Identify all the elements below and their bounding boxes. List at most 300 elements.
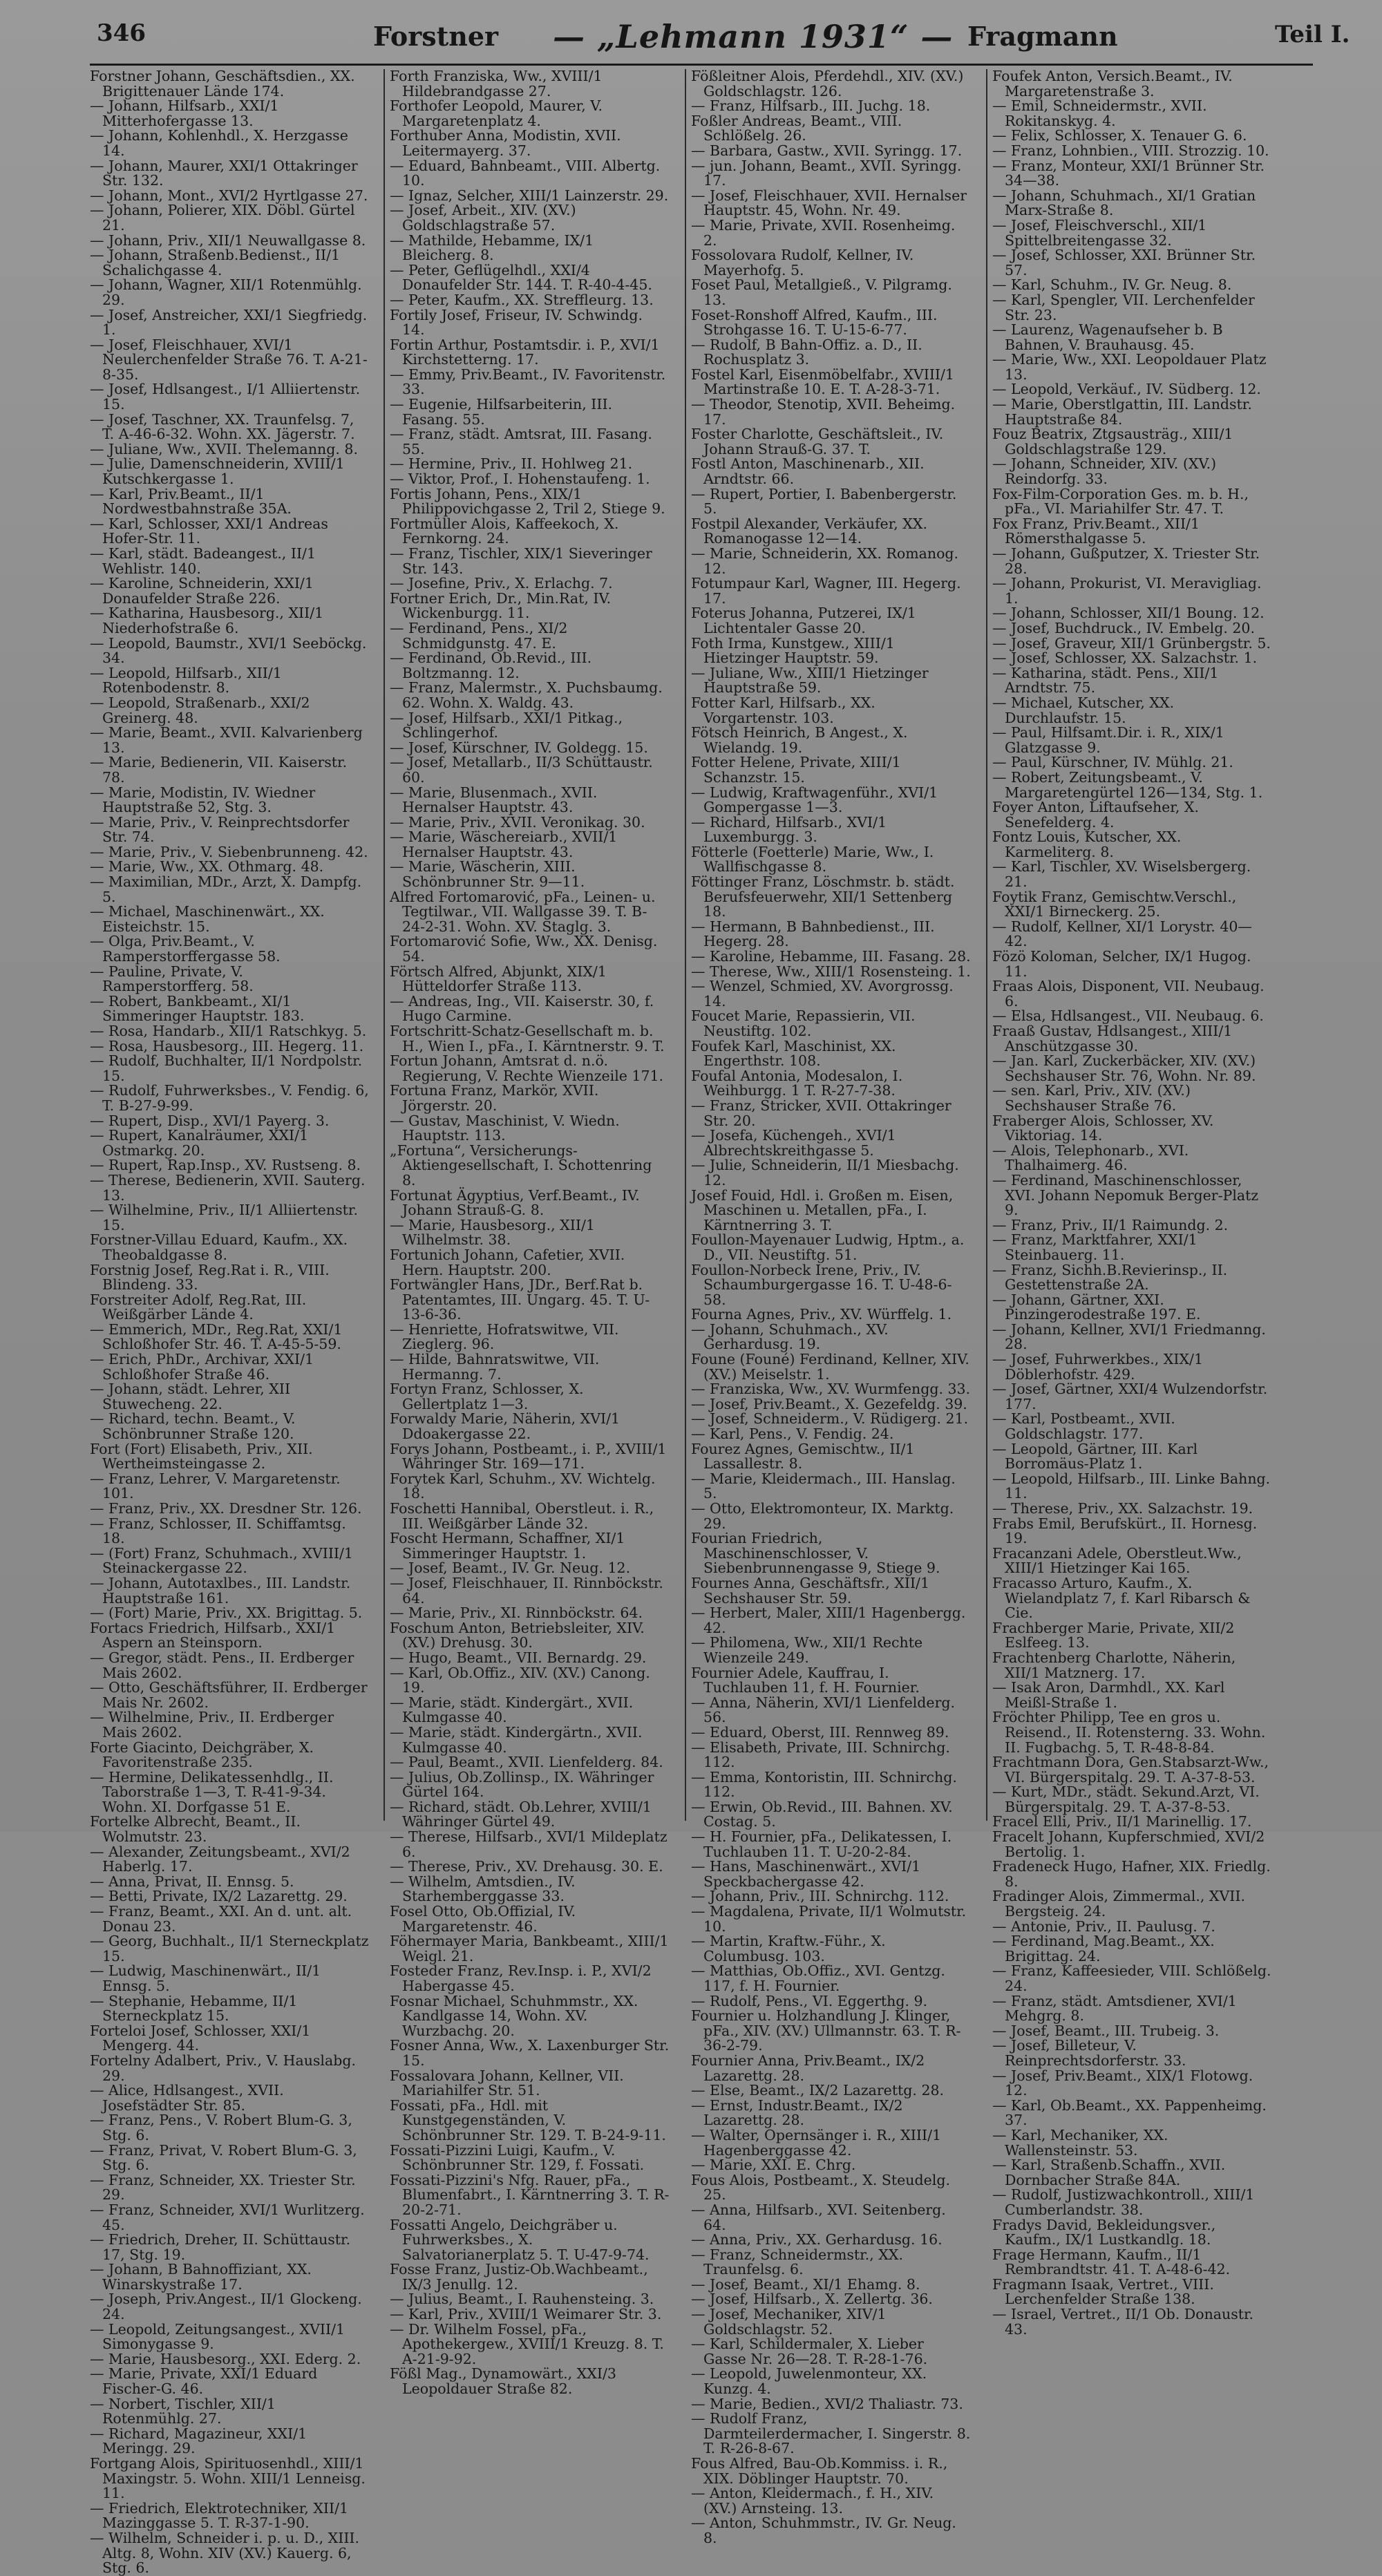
directory-entry: — Rudolf, Fuhrwerksbes., V. Fendig. 6, T. B-27-9-99. (90, 1082, 369, 1114)
directory-entry: — Karoline, Schneiderin, XXI/1 Donaufelder Straße 226. (90, 575, 314, 607)
directory-entry: — Franz, Stricker, XVII. Ottakringer Str. 20. (691, 1097, 952, 1129)
directory-entry: — Franz, Schneider, XX. Triester Str. 29. (90, 2171, 356, 2204)
directory-entry: Foßler Andreas, Beamt., VIII. Schlößelg. 26. (691, 112, 902, 144)
directory-entry: Fossati-Pizzini Luigi, Kaufm., V. Schönbrunner Str. 129, f. Fossati. (390, 2141, 645, 2174)
directory-entry: Fossati, pFa., Hdl. mit Kunstgegenständen, V. Schönbrunner Str. 129. T. B-24-9-11. (390, 2096, 666, 2143)
directory-entry: — Franz, Malermstr., X. Puchsbaumg. 62. Wohn. X. Waldg. 43. (390, 679, 663, 711)
directory-entry: — Josef, Fleischhauer, XVII. Hernalser Hauptstr. 45, Wohn. Nr. 49. (691, 187, 967, 219)
directory-entry: — (Fort) Marie, Priv., XX. Brigittag. 5. (90, 1604, 363, 1622)
directory-entry: Fracel Elli, Priv., II/1 Marinellig. 17. (992, 1813, 1252, 1830)
directory-entry: Fracanzani Adele, Oberstleut.Ww., XIII/1 Hietzinger Kai 165. (992, 1544, 1242, 1577)
directory-entry: — Josefine, Priv., X. Erlachg. 7. (390, 575, 613, 592)
directory-entry: — Josef, Mechaniker, XIV/1 Goldschlagstr. 52. (691, 2306, 887, 2338)
directory-entry: Fostpil Alexander, Verkäufer, XX. Romanogasse 12—14. (691, 515, 927, 547)
directory-entry: Fourna Agnes, Priv., XV. Würffelg. 1. (691, 1306, 952, 1323)
directory-entry: — Marie, Private, XVII. Rosenheimg. 2. (691, 216, 956, 249)
directory-entry: — Karl, Mechaniker, XX. Wallensteinstr. 53. (992, 2126, 1168, 2159)
directory-entry: — Johann, städt. Lehrer, XII Stuwecheng. 22. (90, 1381, 291, 1412)
directory-entry: Foterus Johanna, Putzerei, IX/1 Lichtentaler Gasse 20. (691, 605, 916, 636)
page-number: 346 (97, 19, 146, 47)
directory-entry: — Therese, Priv., XV. Drehausg. 30. E. (390, 1858, 663, 1875)
directory-entry: — Leopold, Gärtner, III. Karl Borromäus-Platz 1. (992, 1440, 1198, 1472)
column-4 (992, 68, 1272, 2338)
directory-entry: — Emil, Schneidermstr., XVII. Rokitanskyg. 4. (992, 97, 1207, 129)
directory-entry: — Robert, Zeitungsbeamt., V. Margaretengürtel 126—134, Stg. 1. (992, 768, 1263, 801)
directory-entry: Fosse Franz, Justiz-Ob.Wachbeamt., IX/3 Jenullg. 12. (390, 2261, 648, 2293)
directory-entry: Forteloi Josef, Schlosser, XXI/1 Mengerg. 44. (90, 2022, 311, 2054)
directory-entry: — Marie, Oberstlgattin, III. Landstr. Hauptstraße 84. (992, 396, 1252, 428)
directory-entry: — Dr. Wilhelm Fossel, pFa., Apothekergew., XVIII/1 Kreuzg. 8. T. A-21-9-92. (390, 2320, 664, 2367)
directory-entry: — Norbert, Tischler, XII/1 Rotenmühlg. 27. (90, 2395, 276, 2427)
directory-entry: — Franz, Schneidermstr., XX. Traunfelsg. 6. (691, 2246, 903, 2278)
directory-entry: Fossolovara Rudolf, Kellner, IV. Mayerhofg. 5. (691, 247, 914, 278)
directory-entry: — Anna, Privat, II. Ennsg. 5. (90, 1873, 294, 1890)
directory-entry: — Johann, Schneider, XIV. (XV.) Reindorfg. 33. (992, 455, 1217, 488)
directory-entry: — Josef, Hilfsarb., X. Zellertg. 36. (691, 2291, 933, 2308)
directory-entry: Forys Johann, Postbeamt., i. P., XVIII/1 Währinger Str. 169—171. (390, 1440, 667, 1472)
part-label: Teil I. (1275, 21, 1350, 48)
directory-entry: Fortgang Alois, Spirituosenhdl., XIII/1 Maxingstr. 5. Wohn. XIII/1 Lenneisg. 11. (90, 2455, 366, 2502)
directory-entry: Föhermayer Maria, Bankbeamt., XIII/1 Weigl. 21. (390, 1933, 669, 1964)
directory-entry: „Fortuna“, Versicherungs-Aktiengesellschaft, I. Schottenring 8. (390, 1142, 652, 1188)
directory-entry: Fox-Film-Corporation Ges. m. b. H., pFa., VI. Mariahilfer Str. 47. T. (992, 485, 1249, 518)
directory-entry: — Marie, Hausbesorg., XII/1 Wilhelmstr. 38. (390, 1216, 595, 1249)
directory-entry: — Johann, Kohlenhdl., X. Herzgasse 14. (90, 127, 348, 159)
directory-entry: — Marie, Wäschereiarb., XVII/1 Hernalser Hauptstr. 43. (390, 828, 618, 860)
directory-entry: Fossatti Angelo, Deichgräber u. Fuhrwerksbes., X. Salvatorianerplatz 5. T. U-47-9-74. (390, 2216, 650, 2263)
directory-entry: Fourez Agnes, Gemischtw., II/1 Lassallestr. 8. (691, 1440, 915, 1472)
directory-entry: Fourian Friedrich, Maschinenschlosser, V. Siebenbrunnengasse 9, Stiege 9. (691, 1530, 940, 1577)
directory-entry: — Peter, Geflügelhdl., XXI/4 Donaufelder Str. 144. T. R-40-4-45. (390, 261, 652, 294)
directory-entry: — Rupert, Kanalräumer, XXI/1 Ostmarkg. 20. (90, 1127, 309, 1159)
directory-entry: — Elisabeth, Private, III. Schnirchg. 112. (691, 1739, 950, 1771)
directory-entry: — Wilhelm, Schneider i. p. u. D., XIII. Altg. 8, Wohn. XIV (XV.) Kauerg. 6, Stg. 6. (90, 2529, 360, 2576)
directory-entry: — Johann, Schuhmach., XI/1 Gratian Marx-Straße 8. (992, 187, 1256, 219)
directory-entry: Forstner-Villau Eduard, Kaufm., XX. Theobaldgasse 8. (90, 1231, 348, 1263)
directory-entry: — Johann, Mont., XVI/2 Hyrtlgasse 27. (90, 187, 368, 204)
directory-entry: Fotter Helene, Private, XIII/1 Schanzstr. 15. (691, 754, 901, 786)
directory-entry: — Leopold, Hilfsarb., XII/1 Rotenbodenstr. 8. (90, 664, 282, 697)
directory-entry: — Michael, Maschinenwärt., XX. Eisteichstr. 15. (90, 903, 325, 935)
directory-entry: Fous Alfred, Bau-Ob.Kommiss. i. R., XIX. Döblinger Hauptstr. 70. (691, 2455, 948, 2487)
directory-entry: Fortun Johann, Amtsrat d. n.ö. Regierung, V. Rechte Wienzeile 171. (390, 1052, 664, 1084)
directory-entry: — Marie, Beamt., XVII. Kalvarienberg 13. (90, 724, 363, 756)
directory-entry: — Paul, Beamt., XVII. Lienfelderg. 84. (390, 1754, 663, 1771)
directory-entry: — Franz, Priv., XX. Dresdner Str. 126. (90, 1500, 362, 1517)
directory-entry: Fraas Alois, Disponent, VII. Neubaug. 6. (992, 978, 1265, 1010)
directory-entry: — Josef, Kürschner, IV. Goldegg. 15. (390, 739, 648, 756)
directory-entry: — Johann, Schuhmach., XV. Gerhardusg. 19. (691, 1320, 889, 1353)
directory-entry: — Hilde, Bahnratswitwe, VII. Hermanng. 7. (390, 1351, 600, 1383)
directory-entry: Fortyn Franz, Schlosser, X. Gellertplatz 1—3. (390, 1381, 584, 1412)
directory-entry: — Erich, PhDr., Archivar, XXI/1 Schloßhofer Straße 46. (90, 1351, 314, 1383)
directory-entry: — Wilhelm, Amtsdien., IV. Starhemberggasse 33. (390, 1873, 576, 1905)
directory-entry: Fortelny Adalbert, Priv., V. Hauslabg. 29. (90, 2052, 356, 2084)
directory-entry: Fournier Anna, Priv.Beamt., IX/2 Lazarettg. 28. (691, 2052, 925, 2084)
directory-entry: Forstnig Josef, Reg.Rat i. R., VIII. Blindeng. 33. (90, 1261, 330, 1294)
directory-entry: Fossalovara Johann, Kellner, VII. Mariahilfer Str. 51. (390, 2067, 624, 2099)
directory-entry: Frage Hermann, Kaufm., II/1 Rembrandtstr. 41. T. A-48-6-42. (992, 2246, 1231, 2278)
directory-entry: Föttinger Franz, Löschmstr. b. städt. Berufsfeuerwehr, XII/1 Settenberg 18. (691, 873, 955, 920)
directory-entry: Forth Franziska, Ww., XVIII/1 Hildebrandgasse 27. (390, 68, 603, 100)
directory-entry: Fragmann Isaak, Vertret., VIII. Lerchenfelder Straße 138. (992, 2275, 1214, 2308)
directory-entry: Fözö Koloman, Selcher, IX/1 Hugog. 11. (992, 948, 1251, 980)
directory-entry: Fortin Arthur, Postamtsdir. i. P., XVI/1 Kirchstetterng. 17. (390, 336, 660, 368)
directory-entry: Josef Fouid, Hdl. i. Großen m. Eisen, Maschinen u. Metallen, pFa., I. Kärntnerring 3. T. (691, 1186, 954, 1233)
directory-entry: Fortomarović Sofie, Ww., XX. Denisg. 54. (390, 933, 658, 965)
directory-entry: — Leopold, Hilfsarb., III. Linke Bahng. 11. (992, 1470, 1271, 1502)
directory-entry: — Marie, Wäscherin, XIII. Schönbrunner Str. 9—11. (390, 858, 585, 891)
directory-entry: Fötterle (Foetterle) Marie, Ww., I. Wallfischgasse 8. (691, 843, 934, 875)
directory-entry: Fortily Josef, Friseur, IV. Schwindg. 14. (390, 306, 643, 339)
directory-entry: — Karl, Ob.Beamt., XX. Pappenheimg. 37. (992, 2096, 1267, 2129)
directory-entry: — Johann, Polierer, XIX. Döbl. Gürtel 21. (90, 202, 355, 234)
directory-entry: — Pauline, Private, V. Ramperstorfferg. 58. (90, 963, 254, 995)
directory-entry: — sen. Karl, Priv., XIV. (XV.) Sechshauser Straße 76. (992, 1082, 1191, 1114)
directory-entry: — Gustav, Maschinist, V. Wiedn. Hauptstr. 113. (390, 1112, 620, 1144)
directory-entry: — Julius, Beamt., I. Rauhensteing. 3. (390, 2291, 654, 2308)
directory-entry: Fournier u. Holzhandlung J. Klinger, pFa., XIV. (XV.) Ullmannstr. 63. T. R-36-2-79. (691, 2007, 961, 2054)
directory-entry: Förtsch Alfred, Abjunkt, XIX/1 Hütteldorfer Straße 113. (390, 963, 607, 995)
directory-entry: — H. Fournier, pFa., Delikatessen, I. Tuchlauben 11. T. U-20-2-84. (691, 1828, 952, 1860)
header-rule (90, 64, 1313, 66)
directory-entry: Fraaß Gustav, Hdlsangest., XIII/1 Anschützgasse 30. (992, 1023, 1233, 1054)
directory-entry: Fosner Anna, Ww., X. Laxenburger Str. 15. (390, 2037, 670, 2069)
directory-entry: — Leopold, Juwelenmonteur, XX. Kunzg. 4. (691, 2365, 927, 2398)
directory-entry: Fracasso Arturo, Kaufm., X. Wielandplatz 7, f. Karl Ribarsch & Cie. (992, 1574, 1251, 1622)
directory-entry: — Josef, Fleischhauer, XVI/1 Neulerchenfelder Straße 76. T. A-21-8-35. (90, 336, 368, 383)
directory-entry: — Ludwig, Maschinenwärt., II/1 Ennsg. 5. (90, 1962, 321, 1994)
directory-entry: — Richard, techn. Beamt., V. Schönbrunner Straße 120. (90, 1410, 296, 1443)
directory-entry: — Therese, Bedienerin, XVII. Sauterg. 13. (90, 1171, 366, 1204)
directory-entry: Frachberger Marie, Private, XII/2 Eslfeeg. 13. (992, 1619, 1235, 1651)
directory-entry: — Franz, Privat, V. Robert Blum-G. 3, Stg. 6. (90, 2141, 357, 2174)
directory-entry: — Franz, Pens., V. Robert Blum-G. 3, Stg. 6. (90, 2112, 352, 2143)
directory-entry: — Marie, Priv., V. Siebenbrunneng. 42. (90, 843, 368, 860)
directory-entry: — Franziska, Ww., XV. Wurmfengg. 33. (691, 1381, 971, 1398)
directory-entry: — Michael, Kutscher, XX. Durchlaufstr. 15. (992, 694, 1175, 726)
directory-entry: — Franz, Priv., II/1 Raimundg. 2. (992, 1216, 1229, 1233)
directory-entry: — Johann, Wagner, XII/1 Rotenmühlg. 29. (90, 276, 362, 308)
directory-entry: — Leopold, Baumstr., XVI/1 Seeböckg. 34. (90, 634, 367, 667)
directory-entry: — Karl, Schuhm., IV. Gr. Neug. 8. (992, 276, 1232, 294)
directory-entry: — Erwin, Ob.Revid., III. Bahnen. XV. Costag. 5. (691, 1798, 953, 1830)
directory-entry: — Julie, Schneiderin, II/1 Miesbachg. 12. (691, 1157, 959, 1188)
directory-entry: Foschetti Hannibal, Oberstleut. i. R., III. Weißgärber Lände 32. (390, 1500, 654, 1532)
directory-entry: — Josef, Fleischverschl., XII/1 Spittelbreitengasse 32. (992, 216, 1207, 249)
directory-entry: — Julius, Ob.Zollinsp., IX. Währinger Gürtel 164. (390, 1768, 654, 1801)
directory-entry: — Therese, Ww., XIII/1 Rosensteing. 1. (691, 963, 971, 980)
directory-entry: — Josef, Anstreicher, XXI/1 Siegfriedg. 1. (90, 306, 368, 339)
directory-entry: Fößleitner Alois, Pferdehdl., XIV. (XV.) Goldschlagstr. 126. (691, 68, 964, 100)
directory-entry: — Josef, Fuhrwerkbes., XIX/1 Döblerhofstr. 429. (992, 1351, 1204, 1383)
directory-entry: Fotumpaur Karl, Wagner, III. Hegerg. 17. (691, 575, 961, 607)
directory-entry: — Israel, Vertret., II/1 Ob. Donaustr. 43. (992, 2306, 1254, 2338)
directory-entry: — Otto, Elektromonteur, IX. Marktg. 29. (691, 1500, 954, 1532)
directory-entry: — Johann, Kellner, XVI/1 Friedmanng. 28. (992, 1320, 1266, 1353)
directory-entry: Fournes Anna, Geschäftsfr., XII/1 Sechshauser Str. 59. (691, 1574, 929, 1607)
directory-entry: Frachtmann Dora, Gen.Stabsarzt-Ww., VI. Bürgerspitalg. 29. T. A-37-8-53. (992, 1754, 1269, 1786)
directory-entry: — Emmy, Priv.Beamt., IV. Favoritenstr. 33. (390, 366, 666, 398)
directory-entry: — Karl, Straßenb.Schaffn., XVII. Dornbacher Straße 84A. (992, 2157, 1226, 2188)
directory-entry: — Martin, Kraftw.-Führ., X. Columbusg. 103. (691, 1933, 886, 1964)
directory-entry: — Ferdinand, Pens., XI/2 Schmidgunstg. 47. E. (390, 619, 568, 652)
directory-entry: — Karl, städt. Badeangest., II/1 Wehlistr. 140. (90, 545, 316, 577)
directory-entry: — Rupert, Portier, I. Babenbergerstr. 5. (691, 485, 957, 518)
left-catchword: Forstner (373, 21, 499, 52)
directory-entry: — Josef, Beamt., III. Trubeig. 3. (992, 2022, 1220, 2039)
directory-entry: — Franz, Kaffeesieder, VIII. Schlößelg. 24. (992, 1962, 1271, 1994)
directory-entry: — Magdalena, Private, II/1 Wolmutstr. 10. (691, 1903, 967, 1935)
directory-entry: Fosel Otto, Ob.Offizial, IV. Margaretenstr. 46. (390, 1903, 576, 1935)
directory-entry: — Josef, Fleischhauer, II. Rinnböckstr. 64. (390, 1574, 663, 1607)
directory-entry: — Julie, Damenschneiderin, XVIII/1 Kutschkergasse 1. (90, 455, 345, 488)
directory-entry: — Franz, Beamt., XXI. An d. unt. alt. Donau 23. (90, 1903, 352, 1935)
directory-entry: — Karl, Priv., XVIII/1 Weimarer Str. 3. (390, 2306, 662, 2323)
directory-entry: — Franz, Lohnbien., VIII. Strozzig. 10. (992, 142, 1269, 159)
directory-entry: Fournier Adele, Kauffrau, I. Tuchlauben 11, f. H. Fournier. (691, 1664, 920, 1696)
directory-entry: Fraberger Alois, Schlosser, XV. Viktoriag. 14. (992, 1112, 1214, 1144)
directory-entry: — Marie, Private, XXI/1 Eduard Fischer-G. 46. (90, 2365, 318, 2398)
directory-entry: — Kurt, MDr., städt. Sekund.Arzt, VI. Bürgerspitalg. 29. T. A-37-8-53. (992, 1783, 1260, 1815)
directory-entry: — Wenzel, Schmied, XV. Avorgrossg. 14. (691, 978, 954, 1010)
directory-entry: — Johann, B Bahnoffiziant, XX. Winarskystraße 17. (90, 2261, 312, 2293)
directory-entry: — Josef, Priv.Beamt., X. Gezefeldg. 39. (691, 1395, 967, 1412)
directory-entry: Forte Giacinto, Deichgräber, X. Favoritenstraße 235. (90, 1739, 314, 1771)
directory-entry: — Franz, Marktfahrer, XXI/1 Steinbauerg. 11. (992, 1231, 1198, 1263)
directory-entry: — Wilhelmine, Priv., II. Erdberger Mais 2602. (90, 1709, 334, 1741)
directory-entry: — Ignaz, Selcher, XIII/1 Lainzerstr. 29. (390, 187, 669, 204)
directory-entry: — Marie, Blusenmach., XVII. Hernalser Hauptstr. 43. (390, 784, 598, 816)
column-2 (390, 68, 670, 2398)
directory-entry: Foster Charlotte, Geschäftsleit., IV. Johann Strauß-G. 37. T. (691, 426, 944, 457)
directory-entry: — Ferdinand, Mag.Beamt., XX. Brigittag. 24. (992, 1933, 1215, 1964)
directory-entry: — Anton, Kleidermach., f. H., XIV. (XV.) Arnsteing. 13. (691, 2485, 934, 2517)
directory-entry: — Rudolf, B Bahn-Offiz. a. D., II. Rochusplatz 3. (691, 336, 922, 368)
directory-entry: Foset-Ronshoff Alfred, Kaufm., III. Strohgasse 16. T. U-15-6-77. (691, 306, 938, 339)
column-divider (986, 69, 987, 1821)
directory-entry: — Otto, Geschäftsführer, II. Erdberger Mais Nr. 2602. (90, 1679, 368, 1711)
directory-entry: — Rudolf, Buchhalter, II/1 Nordpolstr. 15. (90, 1052, 363, 1084)
directory-entry: — Maximilian, MDr., Arzt, X. Dampfg. 5. (90, 873, 362, 905)
column-divider (685, 69, 686, 1821)
directory-entry: — Josef, Schlosser, XX. Salzachstr. 1. (992, 650, 1258, 667)
directory-entry: — Viktor, Prof., I. Hohenstaufeng. 1. (390, 471, 650, 488)
directory-entry: Fortschritt-Schatz-Gesellschaft m. b. H., Wien I., pFa., I. Kärntnerstr. 9. T. (390, 1023, 665, 1054)
directory-entry: Forthofer Leopold, Maurer, V. Margaretenplatz 4. (390, 97, 603, 129)
directory-entry: — Hermine, Priv., II. Hohlweg 21. (390, 455, 633, 473)
directory-entry: — Joseph, Priv.Angest., II/1 Glockeng. 24. (90, 2291, 362, 2323)
directory-entry: Fortuna Franz, Markör, XVII. Jörgerstr. 20. (390, 1082, 599, 1114)
directory-entry: — Marie, Ww., XXI. Leopoldauer Platz 13. (992, 351, 1267, 383)
directory-entry: — Herbert, Maler, XIII/1 Hagenbergg. 42. (691, 1604, 966, 1636)
directory-entry: — Katharina, städt. Pens., XII/1 Arndtstr. 75. (992, 664, 1219, 697)
directory-entry: — Emma, Kontoristin, III. Schnirchg. 112. (691, 1768, 957, 1801)
directory-entry: — Rudolf, Kellner, XI/1 Lorystr. 40—42. (992, 918, 1252, 950)
directory-entry: — Walter, Opernsänger i. R., XIII/1 Hagenberggasse 42. (691, 2126, 942, 2159)
directory-entry: — Ernst, Industr.Beamt., IX/2 Lazarettg. 28. (691, 2096, 903, 2129)
directory-entry: — Paul, Kürschner, IV. Mühlg. 21. (992, 754, 1233, 771)
directory-entry: — Anna, Näherin, XVI/1 Lienfelderg. 56. (691, 1694, 956, 1726)
directory-entry: — Johann, Gärtner, XXI. Pinzingerodestraße 197. E. (992, 1291, 1201, 1323)
directory-entry: — Richard, städt. Ob.Lehrer, XVIII/1 Währinger Gürtel 49. (390, 1798, 652, 1830)
directory-entry: — (Fort) Franz, Schuhmach., XVIII/1 Steinackergasse 22. (90, 1544, 353, 1577)
directory-entry: — Else, Beamt., IX/2 Lazarettg. 28. (691, 2082, 945, 2099)
directory-entry: Foune (Founé) Ferdinand, Kellner, XIV. (XV.) Meiselstr. 1. (691, 1351, 969, 1383)
directory-entry: — Josefa, Küchengeh., XVI/1 Albrechtskreithgasse 5. (691, 1127, 896, 1159)
directory-entry: — Karl, Spengler, VII. Lerchenfelder Str. 23. (992, 291, 1255, 323)
directory-entry: — Andreas, Ing., VII. Kaiserstr. 30, f. Hugo Carmine. (390, 992, 654, 1025)
directory-entry: — Johann, Gußputzer, X. Triester Str. 28. (992, 545, 1260, 577)
directory-entry: — Josef, Priv.Beamt., XIX/1 Flotowg. 12. (992, 2067, 1253, 2099)
directory-entry: Forstner Johann, Geschäftsdien., XX. Brigittenauer Lände 174. (90, 68, 355, 100)
directory-entry: Fous Alois, Postbeamt., X. Steudelg. 25. (691, 2171, 950, 2204)
directory-entry: — Marie, XXI. E. Chrg. (691, 2157, 856, 2174)
directory-entry: — Marie, Priv., V. Reinprechtsdorfer Str. 74. (90, 813, 350, 846)
directory-entry: Foullon-Mayenauer Ludwig, Hptm., a. D., VII. Neustiftg. 51. (691, 1231, 965, 1263)
directory-entry: — Leopold, Zeitungsangest., XVII/1 Simonygasse 9. (90, 2320, 346, 2353)
directory-entry: — Alice, Hdlsangest., XVII. Josefstädter Str. 85. (90, 2082, 284, 2114)
directory-entry: — Eduard, Bahnbeamt., VIII. Albertg. 10. (390, 157, 661, 189)
directory-entry: Foyer Anton, Liftaufseher, X. Senefelderg. 4. (992, 799, 1199, 831)
running-title: — „Lehmann 1931“ — (553, 18, 954, 55)
directory-entry: — Stephanie, Hebamme, II/1 Sterneckplatz 15. (90, 1992, 298, 2025)
directory-entry: — Johann, Maurer, XXI/1 Ottakringer Str. 132. (90, 157, 358, 189)
directory-entry: — Georg, Buchhalt., II/1 Sterneckplatz 15. (90, 1933, 369, 1964)
directory-entry: Fortis Johann, Pens., XIX/1 Philippovichgasse 2, Tril 2, Stiege 9. (390, 485, 665, 518)
directory-entry: — Leopold, Straßenarb., XXI/2 Greinerg. 48. (90, 694, 310, 726)
directory-entry: Foufek Karl, Maschinist, XX. Engerthstr. 108. (691, 1037, 896, 1070)
directory-entry: — Ferdinand, Ob.Revid., III. Boltzmanng. 12. (390, 650, 592, 681)
directory-entry: — Jan. Karl, Zuckerbäcker, XIV. (XV.) Sechshauser Str. 76, Wohn. Nr. 89. (992, 1052, 1256, 1084)
directory-entry: — Rudolf, Pens., VI. Eggerthg. 9. (691, 1992, 928, 2009)
directory-entry: — Franz, Hilfsarb., III. Juchg. 18. (691, 97, 931, 115)
directory-entry: — Josef, Metallarb., II/3 Schüttaustr. 60. (390, 754, 653, 786)
directory-entry: Forwaldy Marie, Näherin, XVI/1 Ddoakergasse 22. (390, 1410, 621, 1443)
directory-entry: Fotter Karl, Hilfsarb., XX. Vorgartenstr. 103. (691, 694, 875, 726)
directory-entry: — Johann, Prokurist, VI. Meravigliag. 1. (992, 575, 1262, 607)
directory-entry: Foytik Franz, Gemischtw.Verschl., XXI/1 Birneckerg. 25. (992, 888, 1237, 920)
directory-entry: Alfred Fortomarović, pFa., Leinen- u. Tegtilwar., VII. Wallgasse 39. T. B-24-2-31. Wohn. XV. Staglg. 3. (390, 888, 656, 935)
directory-entry: — Johann, Schlosser, XII/1 Boung. 12. (992, 605, 1265, 622)
directory-entry: — Juliane, Ww., XIII/1 Hietzinger Hauptstraße 59. (691, 664, 929, 697)
directory-entry: — Josef, Beamt., IV. Gr. Neug. 12. (390, 1560, 631, 1577)
directory-entry: — Rosa, Handarb., XII/1 Ratschkyg. 5. (90, 1023, 367, 1039)
directory-entry: — Josef, Hdlsangest., I/1 Alliiertenstr. 15. (90, 381, 361, 413)
directory-entry: Fortunich Johann, Cafetier, XVII. Hern. Hauptstr. 200. (390, 1246, 625, 1278)
directory-entry: — Rupert, Rap.Insp., XV. Rustseng. 8. (90, 1157, 361, 1174)
directory-entry: — Rudolf Franz, Darmteilerdermacher, I. Singerstr. 8. T. R-26-8-67. (691, 2410, 971, 2457)
directory-entry: — Josef, Buchdruck., IV. Embelg. 20. (992, 619, 1255, 636)
directory-entry: — Karl, Ob.Offiz., XIV. (XV.) Canong. 19. (390, 1664, 650, 1696)
directory-entry: — Hermine, Delikatessenhdlg., II. Taborstraße 1—3, T. R-41-9-34. Wohn. XI. Dorfgasse 51 E. (90, 1768, 334, 1815)
directory-entry: — Josef, Schlosser, XXI. Brünner Str. 57. (992, 247, 1256, 278)
directory-entry: — Therese, Hilfsarb., XVI/1 Mildeplatz 6. (390, 1828, 668, 1860)
directory-entry: — Josef, Billeteur, V. Reinprechtsdorferstr. 33. (992, 2037, 1186, 2069)
directory-entry: Fort (Fort) Elisabeth, Priv., XII. Wertheimsteingasse 2. (90, 1440, 313, 1472)
directory-entry: — Anton, Schuhmmstr., IV. Gr. Neug. 8. (691, 2515, 956, 2546)
directory-entry: — Friedrich, Elektrotechniker, XII/1 Mazinggasse 5. T. R-37-1-90. (90, 2499, 349, 2532)
directory-entry: Fostel Karl, Eisenmöbelfabr., XVIII/1 Martinstraße 10. E. T. A-28-3-71. (691, 366, 954, 398)
column-3 (691, 68, 971, 2546)
directory-entry: — Johann, Hilfsarb., XXI/1 Mitterhofergasse 13. (90, 97, 279, 129)
directory-entry: — Josef, Graveur, XII/1 Grünbergstr. 5. (992, 634, 1271, 652)
directory-entry: — Alois, Telephonarb., XVI. Thalhaimerg. 46. (992, 1142, 1189, 1174)
directory-entry: Fradys David, Bekleidungsver., Kaufm., IX/1 Lustkandlg. 18. (992, 2216, 1216, 2248)
directory-entry: — Mathilde, Hebamme, IX/1 Bleicherg. 8. (390, 231, 594, 264)
directory-entry: — Gregor, städt. Pens., II. Erdberger Mais 2602. (90, 1649, 354, 1681)
directory-entry: Fossati-Pizzini's Nfg. Rauer, pFa., Blumenfabrt., I. Kärntnerring 3. T. R-20-2-71. (390, 2171, 670, 2218)
directory-entry: Foufal Antonia, Modesalon, I. Weihburgg. 1 T. R-27-7-38. (691, 1067, 903, 1099)
directory-entry: Frachtenberg Charlotte, Näherin, XII/1 Matznerg. 17. (992, 1649, 1236, 1681)
directory-entry: — Robert, Bankbeamt., XI/1 Simmeringer Hauptstr. 183. (90, 992, 305, 1025)
directory-entry: — Karl, Postbeamt., XVII. Goldschlagstr. 177. (992, 1410, 1175, 1443)
directory-entry: — Franz, Monteur, XXI/1 Brünner Str. 34—38. (992, 157, 1265, 189)
directory-entry: Fostl Anton, Maschinenarb., XII. Arndtstr. 66. (691, 455, 925, 488)
directory-entry: — Marie, Priv., XVII. Veronikag. 30. (390, 813, 645, 831)
directory-entry: Forstreiter Adolf, Reg.Rat, III. Weißgärber Lände 4. (90, 1291, 307, 1323)
directory-entry: Fortunat Ägyptius, Verf.Beamt., IV. Johann Strauß-G. 8. (390, 1186, 640, 1219)
directory-entry: Fröchter Philipp, Tee en gros u. Reisend., II. Rotensterng. 33. Wohn. II. Fugbachg. 5, T. R-48-8-84. (992, 1709, 1266, 1756)
directory-entry: — Franz, Schneider, XVI/1 Wurlitzerg. 45. (90, 2201, 365, 2233)
directory-entry: — Karl, Priv.Beamt., II/1 Nordwestbahnstraße 35A. (90, 485, 292, 518)
directory-entry: — Marie, Modistin, IV. Wiedner Hauptstraße 52, Stg. 3. (90, 784, 316, 816)
directory-entry: — Franz, Lehrer, V. Margaretenstr. 101. (90, 1470, 341, 1502)
directory-entry: — Richard, Hilfsarb., XVI/1 Luxemburgg. 3. (691, 813, 887, 846)
directory-entry: Fosteder Franz, Rev.Insp. i. P., XVI/2 Habergasse 45. (390, 1962, 652, 1994)
directory-entry: — Johann, Autotaxlbes., III. Landstr. Hauptstraße 161. (90, 1574, 351, 1607)
directory-entry: — Elsa, Hdlsangest., VII. Neubaug. 6. (992, 1007, 1264, 1025)
directory-entry: Fradinger Alois, Zimmermal., XVII. Bergsteig. 24. (992, 1888, 1245, 1920)
directory-entry: — Karl, Schildermaler, X. Lieber Gasse Nr. 26—28. T. R-28-1-76. (691, 2336, 928, 2367)
directory-entry: — Alexander, Zeitungsbeamt., XVI/2 Haberlg. 17. (90, 1843, 350, 1875)
directory-entry: — Karl, Schlosser, XXI/1 Andreas Hofer-Str. 11. (90, 515, 328, 547)
directory-entry: — Franz, städt. Amtsrat, III. Fasang. 55. (390, 426, 652, 457)
directory-entry: Frabs Emil, Berufskürt., II. Hornesg. 19. (992, 1515, 1258, 1547)
directory-entry: Fracelt Johann, Kupferschmied, XVI/2 Bertolig. 1. (992, 1828, 1265, 1860)
directory-entry: — Juliane, Ww., XVII. Thelemanng. 8. (90, 440, 358, 457)
directory-entry: — Johann, Priv., XII/1 Neuwallgasse 8. (90, 231, 366, 249)
directory-entry: Foschum Anton, Betriebsleiter, XIV. (XV.) Drehusg. 30. (390, 1619, 645, 1651)
directory-entry: — Franz, städt. Amtsdiener, XVI/1 Mehgrg. 8. (992, 1992, 1237, 2025)
directory-entry: Fortner Erich, Dr., Min.Rat, IV. Wickenburgg. 11. (390, 589, 612, 622)
directory-entry: — Eduard, Oberst, III. Rennweg 89. (691, 1723, 949, 1741)
directory-entry: Forthuber Anna, Modistin, XVII. Leitermayerg. 37. (390, 127, 621, 159)
directory-entry: Foullon-Norbeck Irene, Priv., IV. Schaumburgergasse 16. T. U-48-6-58. (691, 1261, 952, 1308)
directory-entry: Foufek Anton, Versich.Beamt., IV. Margaretenstraße 3. (992, 68, 1233, 100)
directory-entry: Fox Franz, Priv.Beamt., XII/1 Römersthalgasse 5. (992, 515, 1200, 547)
directory-entry: — Therese, Priv., XX. Salzachstr. 19. (992, 1500, 1253, 1517)
directory-entry: — Richard, Magazineur, XXI/1 Meringg. 29. (90, 2425, 307, 2457)
directory-entry: — Friedrich, Dreher, II. Schüttaustr. 17, Stg. 19. (90, 2231, 351, 2263)
directory-entry: — Theodor, Stenotip, XVII. Beheimg. 17. (691, 396, 956, 428)
directory-entry: — Marie, städt. Kindergärtn., XVII. Kulmgasse 40. (390, 1723, 643, 1756)
column-divider (384, 69, 385, 1821)
directory-entry: Fouz Beatrix, Ztgsausträg., XIII/1 Goldschlagstraße 129. (992, 426, 1233, 457)
directory-entry: Fößl Mag., Dynamowärt., XXI/3 Leopoldauer Straße 82. (390, 2365, 616, 2398)
directory-entry: — Josef, Gärtner, XXI/4 Wulzendorfstr. 177. (992, 1381, 1268, 1412)
right-catchword: Fragmann (967, 21, 1118, 52)
directory-entry: — Karoline, Hebamme, III. Fasang. 28. (691, 948, 971, 965)
directory-entry: — Josef, Hilfsarb., XXI/1 Pitkag., Schlingerhof. (390, 709, 623, 741)
directory-entry: — Olga, Priv.Beamt., V. Ramperstorffergasse 58. (90, 933, 281, 965)
column-1 (90, 68, 370, 2576)
directory-entry: Fortacs Friedrich, Hilfsarb., XXI/1 Aspern an Steinsporn. (90, 1619, 336, 1651)
directory-entry: — Marie, Priv., XI. Rinnböckstr. 64. (390, 1604, 643, 1622)
directory-entry: Foset Paul, Metallgieß., V. Pilgramg. 13. (691, 276, 952, 308)
directory-entry: — Hermann, B Bahnbedienst., III. Hegerg. 28. (691, 918, 935, 950)
directory-entry: — Ferdinand, Maschinenschlosser, XVI. Johann Nepomuk Berger-Platz 9. (992, 1171, 1259, 1219)
